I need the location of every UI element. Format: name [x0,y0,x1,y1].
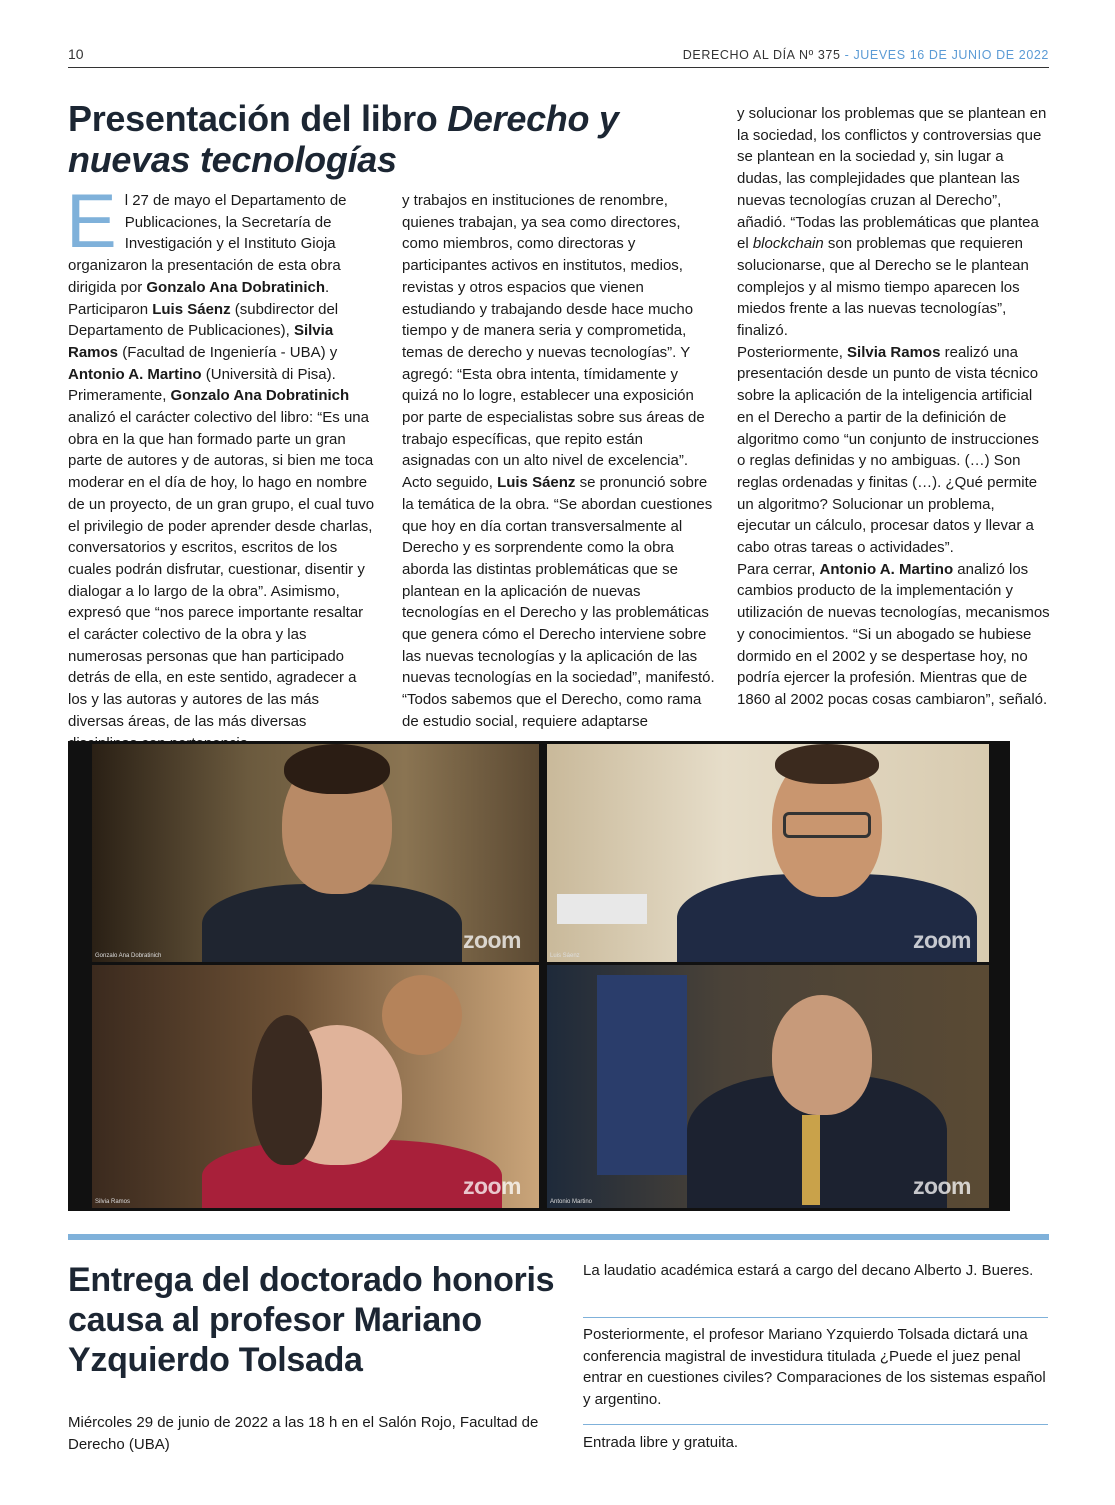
publication-name: DERECHO AL DÍA Nº 375 [682,48,841,62]
article1-paragraph: El 27 de mayo el Departamento de Publicaciones, la Secretaría de Investigación y el Instituto Gioja organizaron la presentación de esta obra dirigida por Gonzalo Ana Dobratinich. Participaron Luis Sáenz (subdirector del Departamento de Publicaciones), Silvia Ramos (Facultad de Ingeniería - UBA) y Antonio A. Martino (Università di Pisa). [66,179,347,383]
zoom-logo: zoom [912,1173,971,1199]
video-call-photo [68,741,1010,1211]
participant-name: Luis Sáenz [550,953,580,959]
issue-date: JUEVES 16 DE JUNIO DE 2022 [853,48,1049,62]
dropcap: E [66,179,117,264]
page-number: 10 [68,46,84,62]
speaker-name: Silvia Ramos [847,343,941,361]
video-tile [547,965,989,1208]
participant-name: Gonzalo Ana Dobratinich [95,953,162,959]
zoom-logo: zoom [912,927,971,953]
article2-paragraph: Posteriormente, el profesor Mariano Yzquierdo Tolsada dictará una conferencia magistral de investidura titulada ¿Puede el juez penal entrar en cuestiones civiles? Comparaciones de los sistemas español y argentino. [583,1326,1046,1409]
article1-column-3 [737,103,1050,711]
article1-paragraph: y solucionar los problemas que se plantean en la sociedad, los conflictos y controversias que se plantean en la sociedad y, sin lugar a dudas, las complejidades que plantean las nuevas tecnologías cruzan al Derecho”, añadió. “Todas las problemáticas que plantea el blockchain son problemas que requieren solucionarse, que al Derecho se le plantean complejos y al mismo tiempo aparecen los miedos frente a las nuevas tecnologías”, finalizó. [737,105,1047,340]
article1-column-1 [66,179,378,754]
article1-paragraph: Para cerrar, Antonio A. Martino analizó los cambios producto de la implementación y utilización de nuevas tecnologías, mecanismos y conocimientos. “Si un abogado se hubiese dormido en el 2002 y se despertase hoy, no podría ejercer la profesión. Mientras que de 1860 al 2002 pocas cosas cambiaron”, señaló. [737,560,1050,708]
article1-title: Presentación del libro Derecho y nuevas tecnologías [68,98,619,180]
divider-line [583,1424,1048,1425]
speaker-name: Luis Sáenz [152,300,231,318]
speaker-name: Gonzalo Ana Dobratinich [170,387,350,405]
speaker-name: Luis Sáenz [497,474,576,492]
article1-column-2 [402,190,715,733]
article2-title: Entrega del doctorado honoris causa al profesor Mariano Yzquierdo Tolsada [68,1261,555,1379]
article1-paragraph: Posteriormente, Silvia Ramos realizó una presentación desde un punto de vista técnico sobre la aplicación de la inteligencia artificial en el Derecho a partir de la definición de algoritmo como “un conjunto de instrucciones o reglas definidas y no ambiguas. (…) Son reglas ordenadas y finitas (…). ¿Qué permite un algoritmo? Solucionar un problema, ejecutar un cálculo, procesar datos y llevar a cabo otras tareas o actividades”. [737,343,1039,557]
speaker-name: Silvia Ramos [68,322,334,361]
article1-paragraph: Acto seguido, Luis Sáenz se pronunció sobre la temática de la obra. “Se abordan cuestiones que hoy en día cortan transversalmente al Derecho y es sorprendente como la obra aborda las distintas problemáticas que se plantean en la aplicación de nuevas tecnologías en el Derecho y las problemáticas que genera cómo el Derecho interviene sobre las nuevas tecnologías y la aplicación de las nuevas tecnologías en la sociedad”, manifestó. “Todos sabemos que el Derecho, como rama de estudio social, requiere adaptarse [402,474,715,730]
video-tile [92,965,539,1208]
video-tile [92,744,539,962]
participant-name: Antonio Martino [550,1199,593,1205]
emphasis-text: blockchain [752,235,824,253]
event-info: Miércoles 29 de junio de 2022 a las 18 h en el Salón Rojo, Facultad de Derecho (UBA) [68,1414,539,1453]
page-header [68,46,1049,68]
speaker-name: Gonzalo Ana Dobratinich [146,278,326,296]
article1-paragraph: y trabajos en instituciones de renombre, quienes trabajan, ya sea como directores, como miembros, como directoras y participantes activos en institutos, medios, revistas y otros espacios que vienen estudiando y trabajando desde hace mucho tiempo y de manera seria y comprometida, temas de derecho y nuevas tecnologías”. Y agregó: “Esta obra intenta, tímidamente y quizá no lo logre, establecer una exposición por parte de especialistas sobre sus áreas de trabajo específicas, que repito están asignadas con un alto nivel de excelencia”. [402,192,705,470]
article1-paragraph: Primeramente, Gonzalo Ana Dobratinich analizó el carácter colectivo del libro: “Es una obra en la que han formado parte un gran parte de autores y de autoras, si bien me toca moderar en el día de hoy, lo hago en nombre de un proyecto, de un gran grupo, el cual tuvo el privilegio de poder aprender desde charlas, conversatorios y escritos, escritos de los cuales podrán disfrutar, cuestionar, disentir y dialogar a lo largo de la obra”. Asimismo, expresó que “nos parece importante resaltar el carácter colectivo de la obra y las numerosas personas que han participado detrás de ella, en este sentido, agradecer a los y las autoras y autores de las más diversas áreas, de las más diversas [68,387,375,730]
article2-paragraph: Entrada libre y gratuita. [583,1434,739,1451]
section-divider [68,1234,1049,1240]
zoom-logo: zoom [462,1173,521,1199]
publication-info: DERECHO AL DÍA Nº 375 - JUEVES 16 DE JUNIO DE 2022 [682,48,1049,62]
divider-line [583,1317,1048,1318]
speaker-name: Antonio A. Martino [68,365,202,383]
video-tile [547,744,989,962]
zoom-logo: zoom [462,927,521,953]
participant-name: Silvia Ramos [95,1199,131,1205]
article2-paragraph: La laudatio académica estará a cargo del decano Alberto J. Bueres. [583,1262,1034,1279]
speaker-name: Antonio A. Martino [819,560,954,578]
